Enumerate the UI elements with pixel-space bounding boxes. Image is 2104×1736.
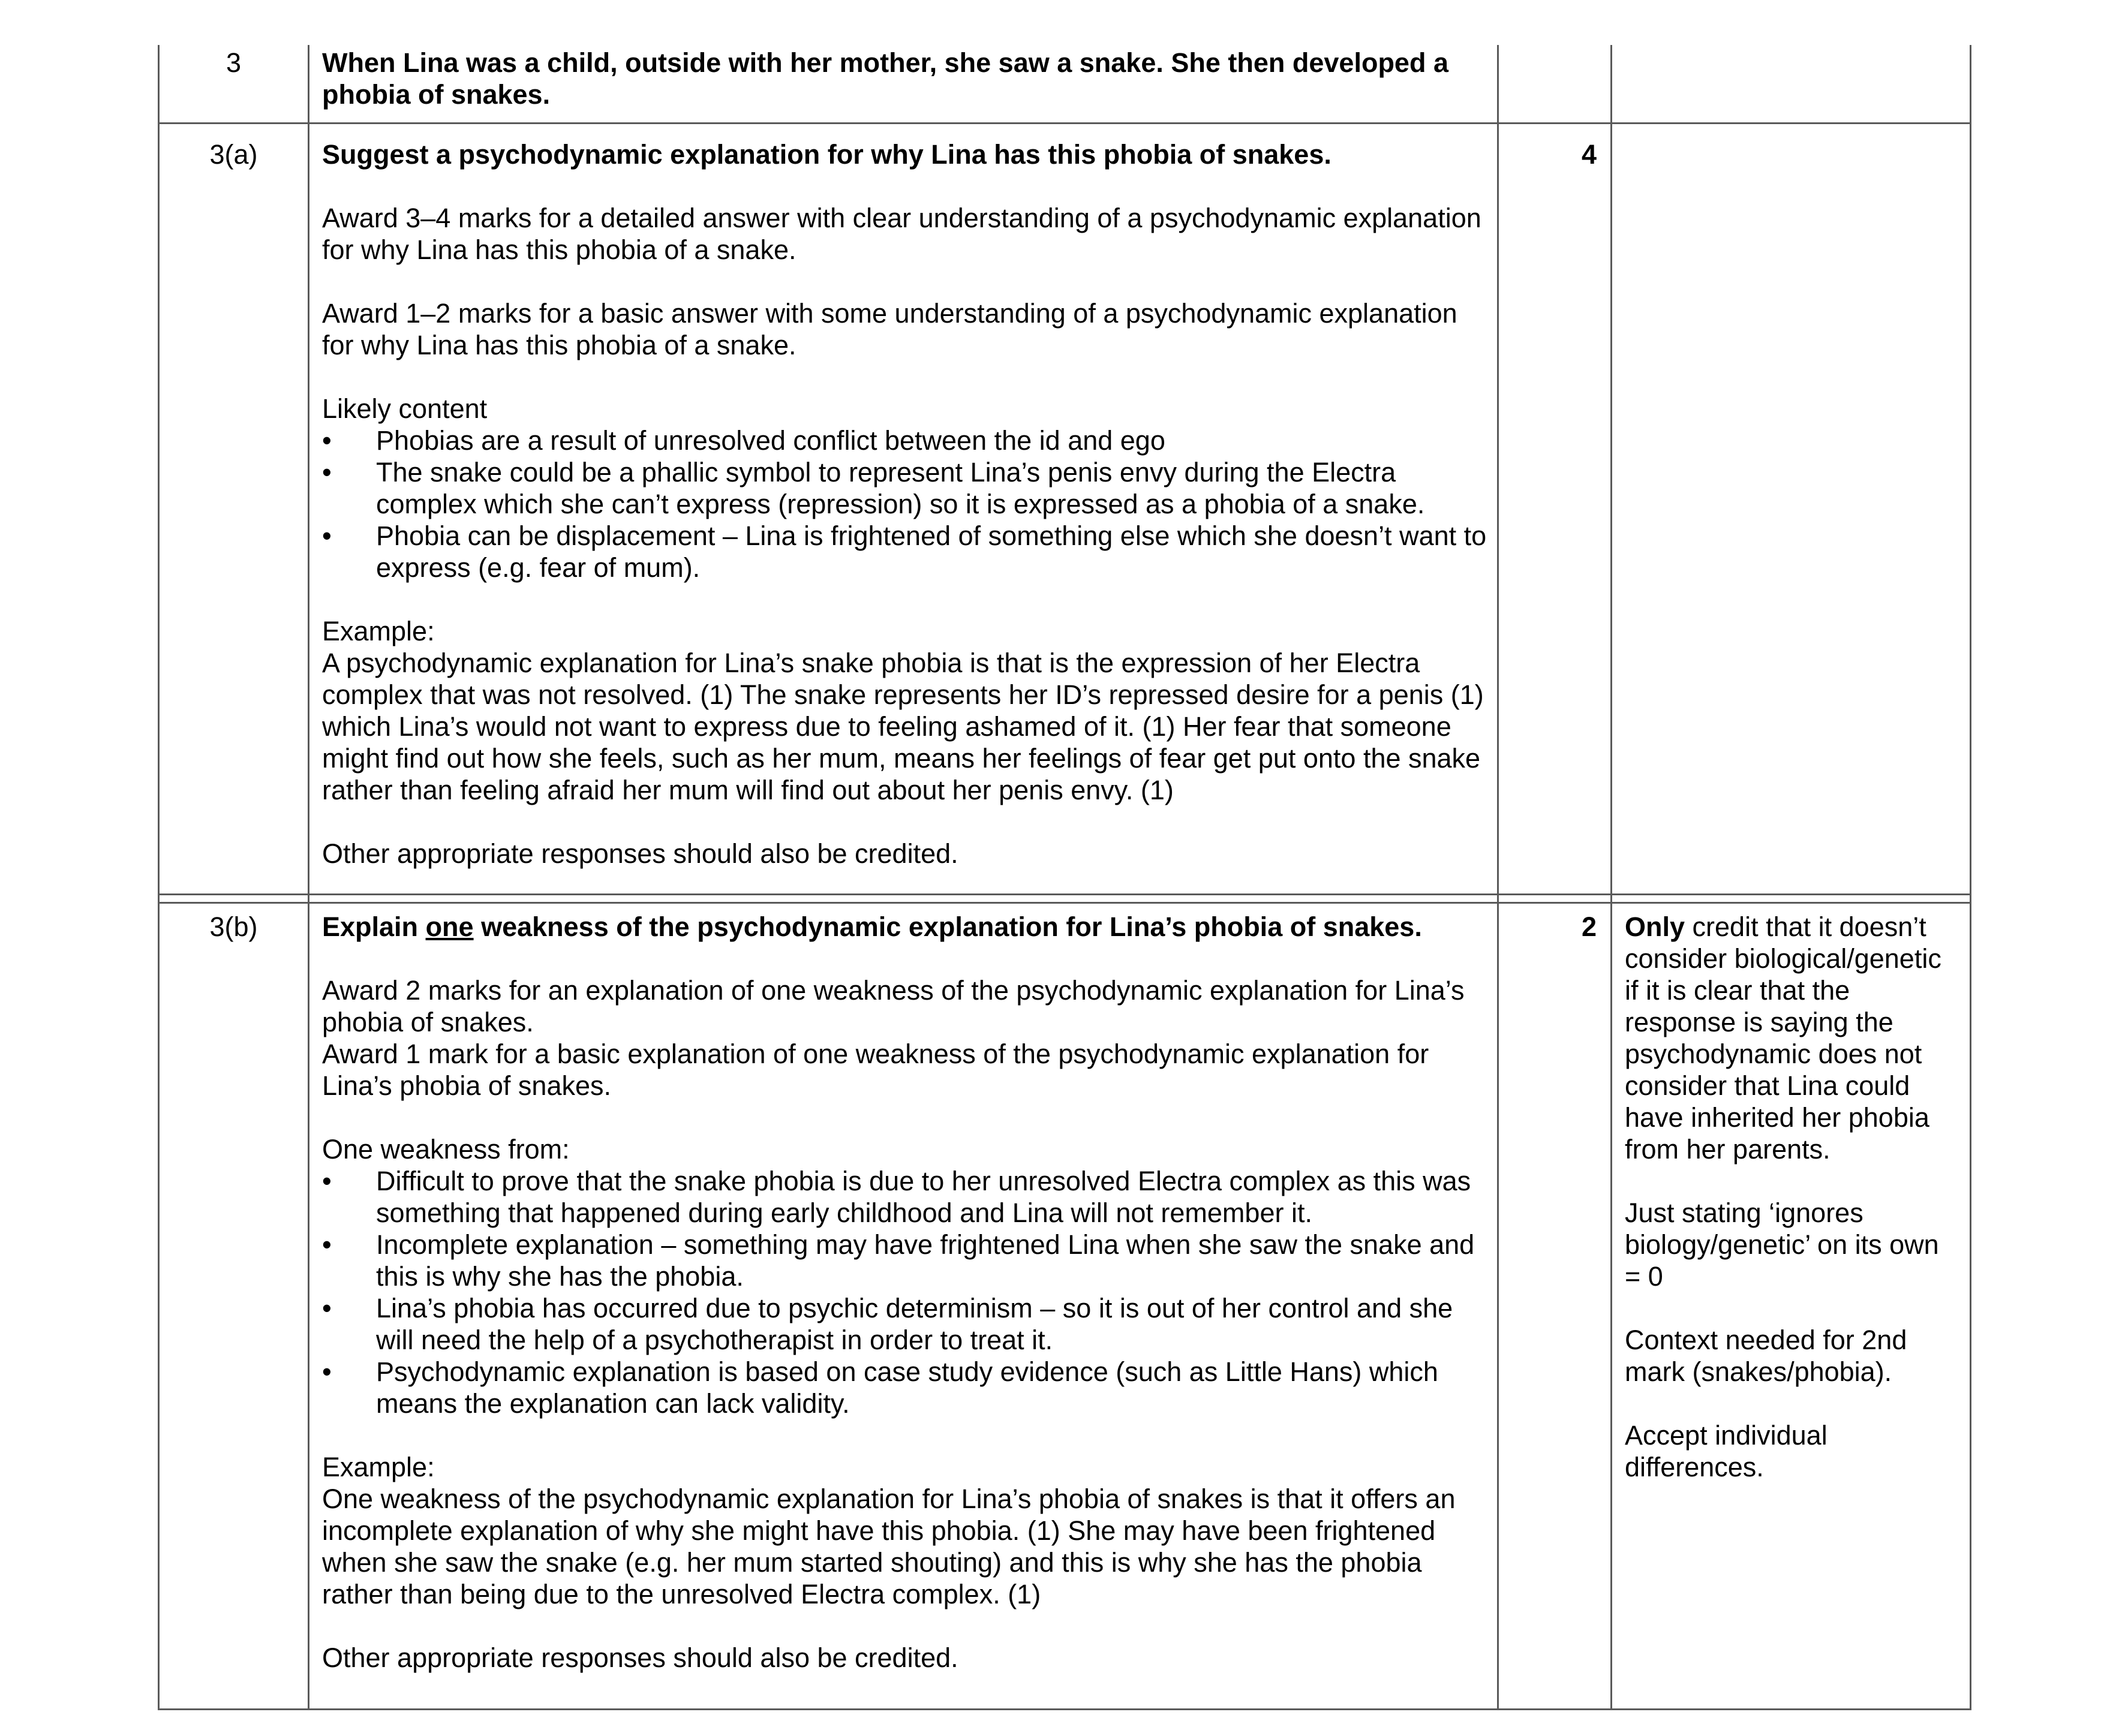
answer-cell-3a	[322, 139, 1489, 869]
list-item: • The snake could be a phallic symbol to represent Lina’s penis envy during the Electra complex which she can’t express (repression) so it is expressed as a phobia of a snake.	[322, 456, 1489, 520]
table-border-bottom	[158, 1708, 1971, 1710]
table-border-left	[158, 45, 160, 1710]
award-1-2-marks: Award 1–2 marks for a basic answer with some understanding of a psychodynamic explanation for why Lina has this phobia of a snake.	[322, 298, 1457, 360]
question-number-3: 3	[226, 47, 242, 78]
award-3-4-marks: Award 3–4 marks for a detailed answer with clear understanding of a psychodynamic explanation for why Lina has this phobia of a snake.	[322, 203, 1481, 265]
weakness-heading: One weakness from:	[322, 1134, 570, 1165]
list-item: • Phobias are a result of unresolved conflict between the id and ego	[322, 425, 1489, 456]
question-3b-pre: Explain	[322, 911, 426, 942]
list-item: • Phobia can be displacement – Lina is frightened of something else which she doesn’t want to express (e.g. fear of mum).	[322, 520, 1489, 583]
likely-content-list	[322, 425, 1489, 583]
guidance-only-text: credit that it doesn’t consider biological/genetic if it is clear that the response is saying the psychodynamic does not consider that Lina could have inherited her phobia from her parents.	[1625, 911, 1941, 1165]
row-divider-2b	[158, 902, 1971, 904]
row-divider-1	[158, 122, 1971, 124]
award-2-marks: Award 2 marks for an explanation of one weakness of the psychodynamic explanation for Lina’s phobia of snakes.	[322, 975, 1465, 1037]
row-divider-2a	[158, 893, 1971, 895]
guidance-cell-3b	[1625, 911, 1961, 1483]
question-3b-text	[322, 911, 1489, 943]
answer-cell-3b	[322, 911, 1489, 1674]
guidance-only-label: Only	[1625, 911, 1685, 942]
question-number-3b: 3(b)	[209, 911, 258, 942]
question-3b-post: weakness of the psychodynamic explanation for Lina’s phobia of snakes.	[473, 911, 1422, 942]
guidance-context: Context needed for 2nd mark (snakes/phobia).	[1625, 1325, 1907, 1387]
other-responses-note: Other appropriate responses should also be credited.	[322, 838, 958, 869]
column-divider-1	[308, 45, 309, 1710]
guidance-accept: Accept individual differences.	[1625, 1420, 1828, 1482]
list-item: • Incomplete explanation – something may have frightened Lina when she saw the snake and this is why she has the phobia.	[322, 1229, 1489, 1292]
column-divider-2	[1497, 45, 1499, 1710]
example-heading: Example:	[322, 1452, 435, 1482]
guidance-only-credit	[1625, 911, 1961, 1165]
table-border-right	[1970, 45, 1971, 1710]
list-item: • Difficult to prove that the snake phobia is due to her unresolved Electra complex as this was something that happened during early childhood and Lina will not remember it.	[322, 1165, 1489, 1229]
example-answer: A psychodynamic explanation for Lina’s snake phobia is that is the expression of her Electra complex that was not resolved. (1) The snake represents her ID’s repressed desire for a penis (1) which Lina’s would not want to express due to feeling ashamed of it. (1) Her fear that someone might find out how she feels, such as her mum, means her feelings of fear get put onto the snake rather than feeling afraid her mum will find out about her penis envy. (1)	[322, 648, 1484, 805]
other-responses-note: Other appropriate responses should also be credited.	[322, 1642, 958, 1673]
question-3a-text: Suggest a psychodynamic explanation for why Lina has this phobia of snakes.	[322, 139, 1331, 170]
example-heading: Example:	[322, 616, 435, 646]
list-item: • Lina’s phobia has occurred due to psychic determinism – so it is out of her control and she will need the help of a psychotherapist in order to treat it.	[322, 1292, 1489, 1356]
question-3b-emphasis: one	[425, 911, 474, 942]
example-answer: One weakness of the psychodynamic explanation for Lina’s phobia of snakes is that it offers an incomplete explanation of why she might have this phobia. (1) She may have been frightened when she saw the snake (e.g. her mum started shouting) and this is why she has the phobia rather than being due to the unresolved Electra complex. (1)	[322, 1484, 1456, 1609]
question-3-stem: When Lina was a child, outside with her mother, she saw a snake. She then developed a phobia of snakes.	[322, 47, 1448, 110]
award-1-mark: Award 1 mark for a basic explanation of one weakness of the psychodynamic explanation for Lina’s phobia of snakes.	[322, 1039, 1429, 1101]
weakness-list	[322, 1165, 1489, 1419]
list-item: • Psychodynamic explanation is based on case study evidence (such as Little Hans) which means the explanation can lack validity.	[322, 1356, 1489, 1419]
marks-3b: 2	[1581, 911, 1597, 942]
likely-content-heading: Likely content	[322, 393, 488, 424]
marks-3a: 4	[1581, 139, 1597, 170]
guidance-just-stating: Just stating ‘ignores biology/genetic’ on its own = 0	[1625, 1198, 1939, 1292]
question-number-3a: 3(a)	[209, 139, 258, 170]
column-divider-3	[1610, 45, 1612, 1710]
